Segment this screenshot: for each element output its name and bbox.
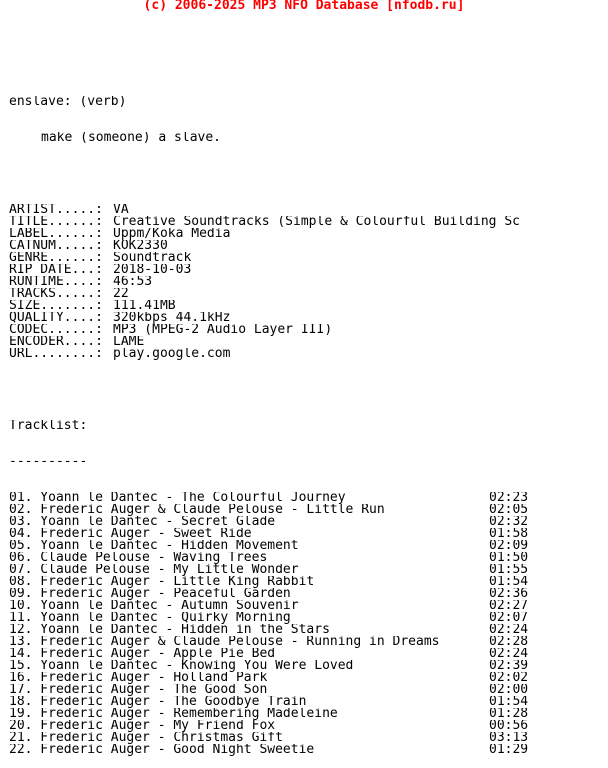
info-row (9, 312, 605, 324)
info-value: 22 (113, 288, 129, 300)
track-duration: 01:58 (489, 528, 529, 540)
track-duration: 02:02 (489, 672, 529, 684)
info-value: 2018-10-03 (113, 264, 192, 276)
track-title: 04. Frederic Auger - Sweet Ride (9, 528, 252, 540)
track-title: 20. Frederic Auger - My Friend Fox (9, 720, 276, 732)
info-row (9, 336, 605, 348)
spacer (9, 60, 605, 72)
release-info (9, 204, 605, 360)
info-value: 320kbps 44.1kHz (113, 312, 231, 324)
info-value: VA (113, 204, 129, 216)
track-title: 11. Yoann le Dantec - Quirky Morning (9, 612, 291, 624)
info-key: SIZE.......: (9, 300, 103, 312)
info-key: URL........: (9, 348, 103, 360)
tracklist-heading: Tracklist: (9, 420, 88, 432)
track-duration: 01:55 (489, 564, 529, 576)
track-row (9, 672, 605, 684)
track-row (9, 576, 605, 588)
info-row (9, 240, 605, 252)
track-duration: 03:13 (489, 732, 529, 744)
track-row (9, 564, 605, 576)
track-row (9, 588, 605, 600)
info-row (9, 204, 605, 216)
info-row (9, 288, 605, 300)
info-key: TITLE......: (9, 216, 103, 228)
track-title: 07. Claude Pelouse - My Little Wonder (9, 564, 299, 576)
track-duration: 01:54 (489, 576, 529, 588)
track-title: 08. Frederic Auger - Little King Rabbit (9, 576, 315, 588)
info-key: ENCODER....: (9, 336, 103, 348)
track-duration: 00:56 (489, 720, 529, 732)
track-row (9, 552, 605, 564)
info-value: MP3 (MPEG-2 Audio Layer III) (113, 324, 333, 336)
track-row (9, 660, 605, 672)
track-row (9, 648, 605, 660)
definition-line: make (someone) a slave. (41, 132, 222, 144)
info-key: GENRE......: (9, 252, 103, 264)
track-row (9, 528, 605, 540)
info-row (9, 324, 605, 336)
track-duration: 01:28 (489, 708, 529, 720)
info-row (9, 252, 605, 264)
info-key: ARTIST.....: (9, 204, 103, 216)
spacer (9, 168, 605, 180)
info-key: CODEC......: (9, 324, 103, 336)
info-value: Creative Soundtracks (Simple & Colourful Building Sc (113, 216, 520, 228)
track-row (9, 720, 605, 732)
track-duration: 01:54 (489, 696, 529, 708)
track-duration: 02:28 (489, 636, 529, 648)
info-key: LABEL......: (9, 228, 103, 240)
track-row (9, 636, 605, 648)
info-row (9, 264, 605, 276)
track-title: 13. Frederic Auger & Claude Pelouse - Running in Dreams (9, 636, 440, 648)
info-key: TRACKS.....: (9, 288, 103, 300)
track-row (9, 744, 605, 756)
info-value: Uppm/Koka Media (113, 228, 231, 240)
info-row (9, 276, 605, 288)
track-row (9, 684, 605, 696)
track-row (9, 540, 605, 552)
track-duration: 02:05 (489, 504, 529, 516)
info-value: play.google.com (113, 348, 231, 360)
track-title: 01. Yoann le Dantec - The Colourful Journey (9, 492, 346, 504)
info-key: RUNTIME....: (9, 276, 103, 288)
track-title: 12. Yoann le Dantec - Hidden in the Stars (9, 624, 330, 636)
info-row (9, 348, 605, 360)
info-value: Soundtrack (113, 252, 192, 264)
info-key: QUALITY....: (9, 312, 103, 324)
track-row (9, 732, 605, 744)
info-value: 46:53 (113, 276, 153, 288)
track-duration: 02:39 (489, 660, 529, 672)
track-title: 18. Frederic Auger - The Goodbye Train (9, 696, 307, 708)
info-row (9, 228, 605, 240)
track-duration: 01:29 (489, 744, 529, 756)
tracklist-rule: ---------- (9, 456, 88, 468)
track-title: 09. Frederic Auger - Peaceful Garden (9, 588, 291, 600)
track-title: 14. Frederic Auger - Apple Pie Bed (9, 648, 276, 660)
track-duration: 02:24 (489, 624, 529, 636)
track-duration: 02:32 (489, 516, 529, 528)
track-row (9, 696, 605, 708)
track-duration: 02:36 (489, 588, 529, 600)
track-duration: 02:00 (489, 684, 529, 696)
track-title: 17. Frederic Auger - The Good Son (9, 684, 268, 696)
track-title: 21. Frederic Auger - Christmas Gift (9, 732, 283, 744)
tracklist (9, 492, 605, 756)
track-duration: 02:24 (489, 648, 529, 660)
track-row (9, 600, 605, 612)
track-title: 03. Yoann le Dantec - Secret Glade (9, 516, 276, 528)
track-title: 15. Yoann le Dantec - Knowing You Were Loved (9, 660, 354, 672)
nfo-text (9, 0, 605, 768)
track-row (9, 708, 605, 720)
track-title: 19. Frederic Auger - Remembering Madeleine (9, 708, 338, 720)
track-row (9, 504, 605, 516)
info-value: KOK2330 (113, 240, 168, 252)
site-header: (c) 2006-2025 MP3 NFO Database [nfodb.ru] (143, 0, 465, 13)
track-duration: 02:07 (489, 612, 529, 624)
track-duration: 02:27 (489, 600, 529, 612)
track-title: 05. Yoann le Dantec - Hidden Movement (9, 540, 299, 552)
track-row (9, 624, 605, 636)
track-title: 10. Yoann le Dantec - Autumn Souvenir (9, 600, 299, 612)
info-key: RIP DATE...: (9, 264, 103, 276)
track-row (9, 516, 605, 528)
info-key: CATNUM.....: (9, 240, 103, 252)
spacer (9, 24, 605, 36)
track-duration: 02:09 (489, 540, 529, 552)
track-title: 22. Frederic Auger - Good Night Sweetie (9, 744, 315, 756)
info-value: 111.41MB (113, 300, 176, 312)
info-row (9, 300, 605, 312)
track-title: 06. Claude Pelouse - Waving Trees (9, 552, 268, 564)
track-title: 16. Frederic Auger - Holland Park (9, 672, 268, 684)
track-duration: 01:50 (489, 552, 529, 564)
track-title: 02. Frederic Auger & Claude Pelouse - Little Run (9, 504, 385, 516)
track-duration: 02:23 (489, 492, 529, 504)
definition-line: enslave: (verb) (9, 96, 127, 108)
spacer (9, 384, 605, 396)
info-value: LAME (113, 336, 145, 348)
track-row (9, 612, 605, 624)
info-row (9, 216, 605, 228)
track-row (9, 492, 605, 504)
